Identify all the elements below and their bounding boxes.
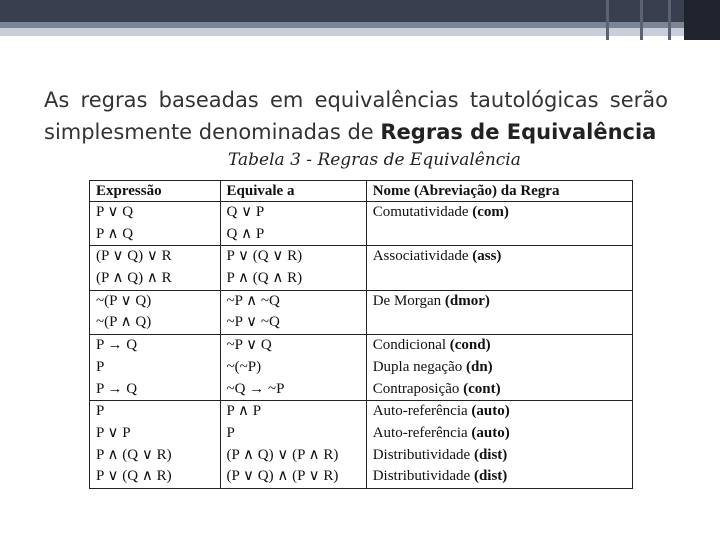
rule-abbreviation: (cond)	[449, 337, 491, 354]
expression-entry: (P ∨ Q) ∨ R	[96, 248, 172, 265]
equivalent-entry: ~Q → ~P	[226, 380, 285, 397]
expression-entry: P	[96, 403, 105, 420]
rule-entry	[373, 379, 626, 401]
rule-name: Contraposição	[372, 380, 460, 397]
intro-text: As regras baseadas em equivalências tautológicas serão simplesmente denominadas de	[44, 88, 668, 144]
intro-paragraph	[44, 84, 668, 148]
rule-entry	[373, 445, 626, 467]
equivalent-entry: ~P ∨ ~Q	[226, 314, 280, 331]
header-stripe	[640, 0, 643, 40]
rule-abbreviation: (auto)	[471, 403, 510, 420]
rule-entry	[373, 423, 626, 445]
equivalent-entry: P ∧ (Q ∧ R)	[226, 270, 303, 287]
equivalent-entry: P ∨ (Q ∨ R)	[226, 248, 303, 265]
rule-entry	[373, 291, 626, 313]
rule-cell	[366, 246, 632, 290]
table-row	[90, 246, 633, 290]
rule-entry	[373, 246, 626, 268]
rule-abbreviation: (dmor)	[444, 292, 490, 309]
rule-entry	[373, 202, 626, 224]
rule-name: Distributividade	[372, 446, 471, 463]
header-decoration	[0, 0, 720, 40]
header-bar-light	[0, 28, 720, 36]
header-stripe	[668, 0, 671, 40]
header-equivalent: Equivale a	[220, 181, 366, 202]
rule-name: Auto-referência	[372, 424, 468, 441]
equivalent-entry: ~(~P)	[226, 358, 262, 375]
rule-entry	[373, 335, 626, 357]
expression-entry: P ∧ Q	[96, 225, 134, 242]
table-header-row	[90, 181, 633, 202]
expression-cell	[90, 246, 221, 290]
rule-name: Comutatividade	[372, 204, 469, 220]
equivalent-entry: ~P ∨ Q	[226, 337, 272, 354]
header-rule-name: Nome (Abreviação) da Regra	[366, 181, 632, 202]
rule-cell	[366, 335, 632, 401]
expression-cell	[90, 202, 221, 246]
rule-cell	[366, 290, 632, 334]
equivalence-rules-table	[89, 180, 633, 489]
table-row	[90, 401, 633, 489]
rule-cell	[366, 202, 632, 246]
equivalent-cell	[220, 246, 366, 290]
rule-abbreviation: (dn)	[466, 358, 493, 375]
header-bar-dark	[0, 0, 720, 22]
equivalent-cell	[220, 290, 366, 334]
header-expression: Expressão	[90, 181, 221, 202]
rule-abbreviation: (ass)	[472, 248, 502, 265]
rule-entry	[373, 466, 626, 488]
equivalent-entry: (P ∧ Q) ∨ (P ∧ R)	[226, 446, 339, 463]
rule-entry	[373, 357, 626, 379]
equivalent-entry: Q ∧ P	[226, 225, 265, 242]
rule-cell	[366, 401, 632, 489]
table-caption: Tabela 3 - Regras de Equivalência	[228, 150, 521, 170]
header-corner-block	[684, 0, 720, 40]
equivalent-cell	[220, 335, 366, 401]
rule-entry	[373, 401, 626, 423]
rule-abbreviation: (auto)	[471, 424, 510, 441]
rule-name: Associatividade	[372, 248, 469, 265]
expression-entry: P ∨ (Q ∧ R)	[96, 468, 172, 485]
equivalent-entry: ~P ∧ ~Q	[226, 292, 280, 309]
rule-name: Condicional	[372, 337, 447, 354]
expression-entry: P ∨ P	[96, 424, 131, 441]
expression-entry: P ∨ Q	[96, 204, 134, 220]
rule-name: Distributividade	[372, 468, 471, 485]
table-row	[90, 335, 633, 401]
rule-name: De Morgan	[372, 292, 442, 309]
equivalent-entry: P	[226, 424, 235, 441]
expression-entry: ~(P ∨ Q)	[96, 292, 152, 309]
expression-entry: ~(P ∧ Q)	[96, 314, 152, 331]
expression-cell	[90, 335, 221, 401]
equivalent-cell	[220, 202, 366, 246]
intro-bold-term: Regras de Equivalência	[380, 120, 657, 144]
expression-entry: P	[96, 358, 105, 375]
equivalent-entry: P ∧ P	[226, 403, 262, 420]
equivalent-entry: (P ∨ Q) ∧ (P ∨ R)	[226, 468, 339, 485]
equivalent-cell	[220, 401, 366, 489]
table-row	[90, 290, 633, 334]
rule-abbreviation: (cont)	[463, 380, 501, 397]
header-stripe	[606, 0, 609, 40]
table-row	[90, 202, 633, 246]
rule-abbreviation: (dist)	[473, 468, 508, 485]
rule-abbreviation: (dist)	[473, 446, 508, 463]
table-body	[90, 202, 633, 489]
expression-entry: P → Q	[96, 380, 138, 397]
expression-cell	[90, 290, 221, 334]
equivalent-entry: Q ∨ P	[226, 204, 265, 220]
expression-entry: P → Q	[96, 337, 138, 354]
rule-name: Dupla negação	[372, 358, 463, 375]
rule-abbreviation: (com)	[472, 204, 509, 220]
expression-cell	[90, 401, 221, 489]
expression-entry: (P ∧ Q) ∧ R	[96, 270, 172, 287]
rule-name: Auto-referência	[372, 403, 468, 420]
expression-entry: P ∧ (Q ∨ R)	[96, 446, 172, 463]
